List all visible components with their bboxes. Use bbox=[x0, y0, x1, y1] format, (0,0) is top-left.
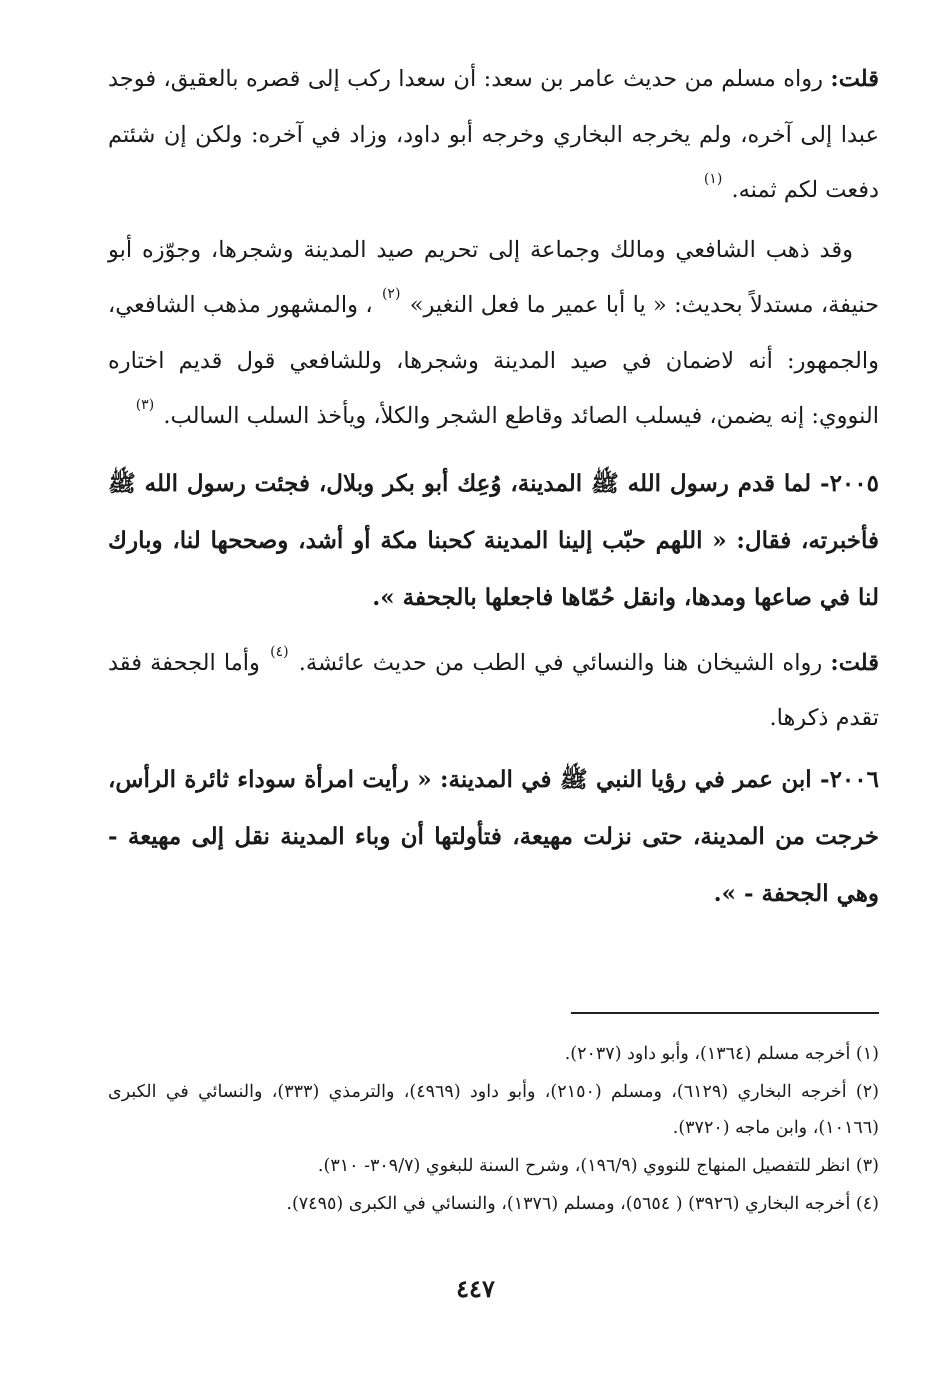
hadith-2006: ٢٠٠٦- ابن عمر في رؤيا النبي ﷺ في المدينة: « رأيت امرأة سوداء ثائرة الرأس، خرجت من المدينة، حتى نزلت مهيعة، فتأولتها أن وباء المدينة نقل إلى مهيعة - وهي الجحفة - ». bbox=[108, 765, 879, 907]
footnote-ref-1[interactable]: (١) bbox=[703, 171, 723, 187]
commentary-text: ، والمشهور مذهب الشافعي، والجمهور: أنه لاضمان في صيد المدينة وشجرها، وللشافعي قول قديم اختاره النووي: إنه يضمن، فيسلب الصائد وقاطع الشجر والكلأ، ويأخذ السلب السالب. bbox=[108, 292, 879, 429]
hadith-2005: ٢٠٠٥- لما قدم رسول الله ﷺ المدينة، وُعِك أبو بكر وبلال، فجئت رسول الله ﷺ فأخبرته، فقال: « اللهم حبّب إلينا المدينة كحبنا مكة أو أشد، وصححها لنا، وبارك لنا في صاعها ومدها، وانقل حُمّاها فاجعلها بالجحفة ». bbox=[108, 469, 879, 611]
commentary-text: رواه مسلم من حديث عامر بن سعد: أن سعدا ركب إلى قصره بالعقيق، فوجد عبدا إلى آخره، ولم يخرجه البخاري وخرجه أبو داود، وزاد في آخره: ولكن إن شئتم دفعت لكم ثمنه. bbox=[108, 66, 879, 203]
commentary-text: وأما الجحفة فقد تقدم ذكرها. bbox=[108, 649, 879, 731]
commentary-paragraph-3 bbox=[108, 636, 879, 747]
footnotes-section bbox=[108, 1036, 879, 1224]
footnote-divider bbox=[571, 1012, 879, 1014]
commentary-text: وقد ذهب الشافعي ومالك وجماعة إلى تحريم صيد المدينة وشجرها، وجوّزه أبو حنيفة، مستدلاً بحديث: « يا أبا عمير ما فعل النغير» bbox=[108, 236, 880, 318]
page-number: ٤٤٧ bbox=[456, 1274, 495, 1303]
commentary-text: رواه الشيخان هنا والنسائي في الطب من حديث عائشة. bbox=[298, 649, 823, 676]
footnote-ref-2[interactable]: (٢) bbox=[381, 286, 401, 302]
footnote-3: (٣) انظر للتفصيل المنهاج للنووي (١٩٦/٩)، وشرح السنة للبغوي (٣٠٩/٧- ٣١٠). bbox=[317, 1156, 879, 1176]
footnote-1: (١) أخرجه مسلم (١٣٦٤)، وأبو داود (٢٠٣٧). bbox=[564, 1044, 879, 1064]
commentary-paragraph-2 bbox=[108, 223, 879, 445]
footnote-2: (٢) أخرجه البخاري (٦١٢٩)، ومسلم (٢١٥٠)، وأبو داود (٤٩٦٩)، والترمذي (٣٣٣)، والنسائي في الكبرى (١٠١٦٦)، وابن ماجه (٣٧٢٠). bbox=[108, 1082, 879, 1138]
commentary-paragraph-1 bbox=[108, 52, 879, 219]
qultu-label: قلت: bbox=[830, 649, 879, 676]
qultu-label: قلت: bbox=[830, 66, 880, 92]
footnote-ref-3[interactable]: (٣) bbox=[135, 397, 155, 413]
footnote-ref-4[interactable]: (٤) bbox=[270, 643, 289, 660]
footnote-4: (٤) أخرجه البخاري (٣٩٢٦) ( ٥٦٥٤)، ومسلم (١٣٧٦)، والنسائي في الكبرى (٧٤٩٥). bbox=[286, 1194, 879, 1214]
